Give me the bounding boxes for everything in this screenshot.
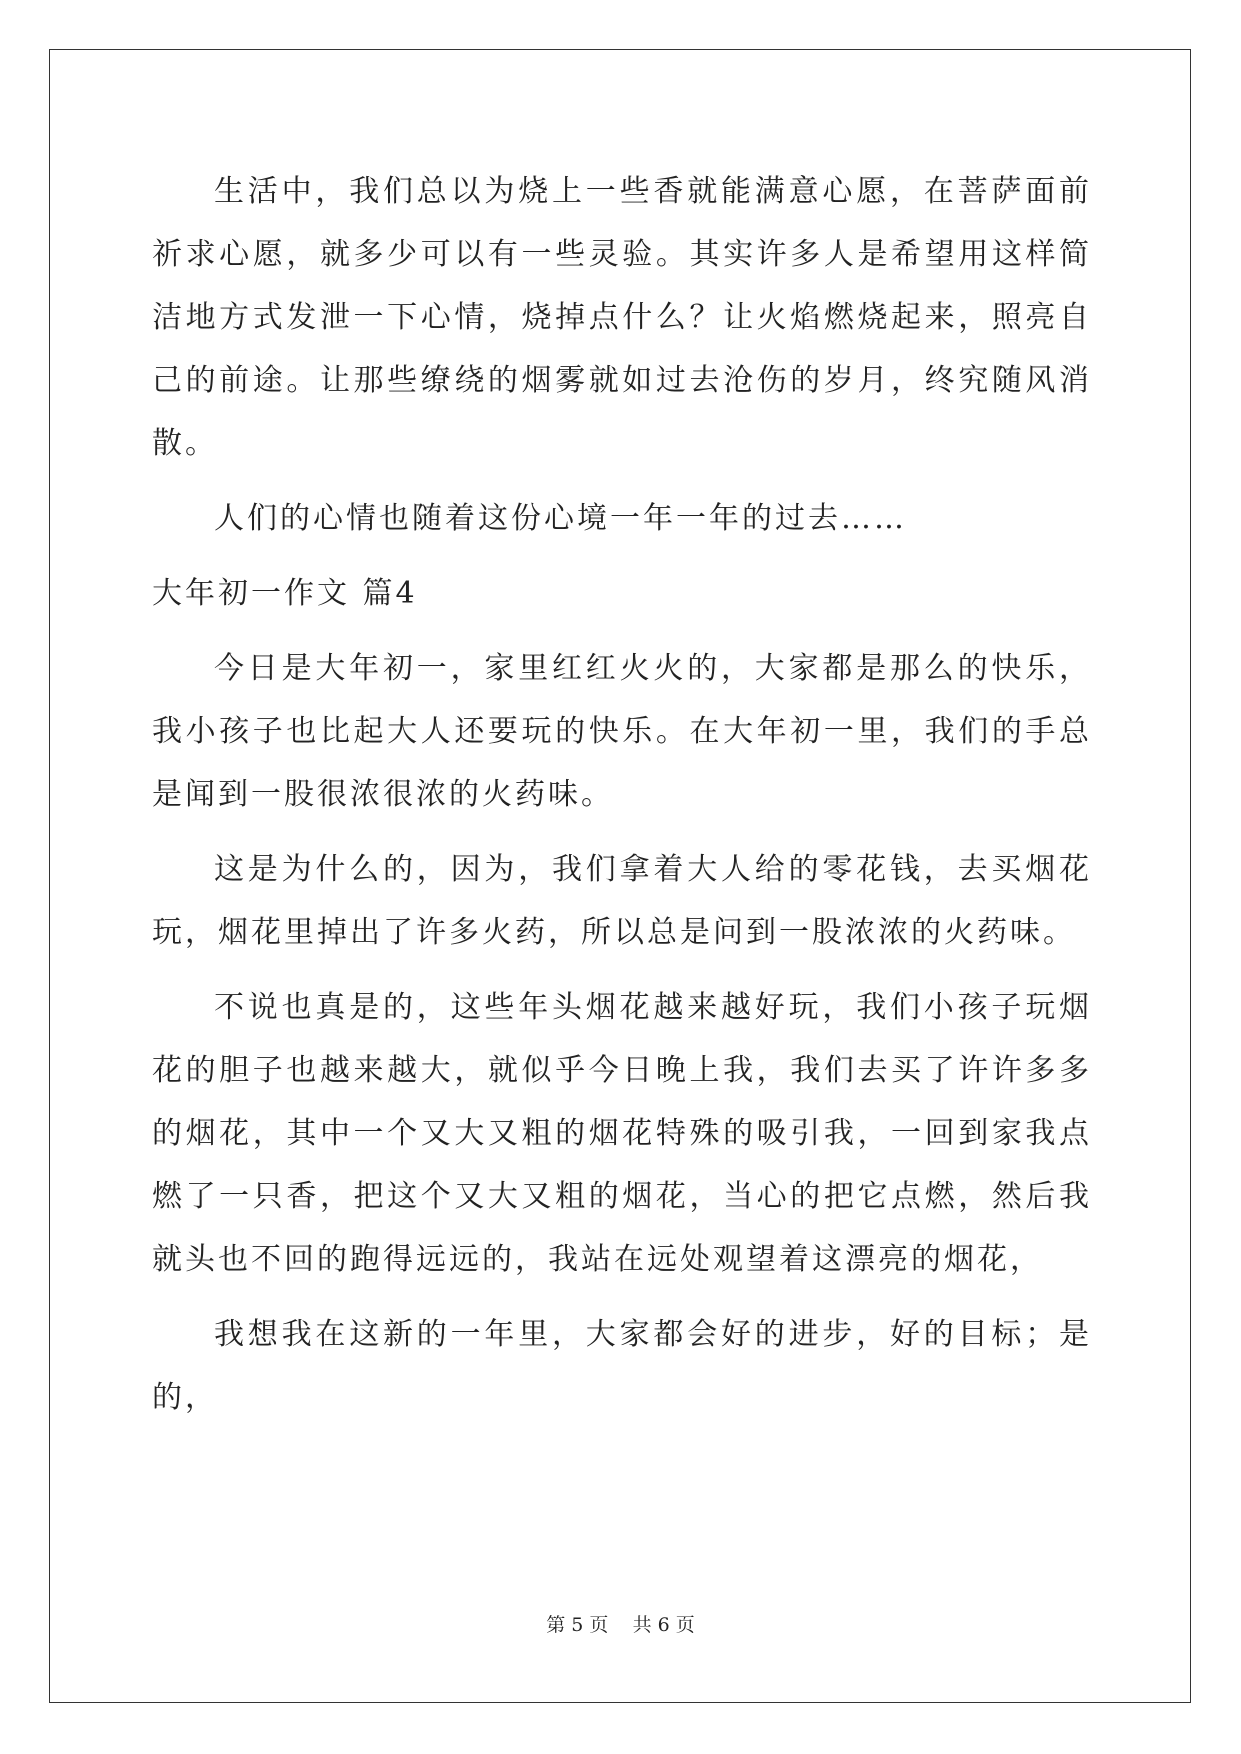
paragraph: 我想我在这新的一年里，大家都会好的进步，好的目标；是的， xyxy=(152,1317,1092,1415)
paragraph: 生活中，我们总以为烧上一些香就能满意心愿，在菩萨面前祈求心愿，就多少可以有一些灵验。其实许多人是希望用这样简洁地方式发泄一下心情，烧掉点什么？让火焰燃烧起来，照亮自己的前途。让那些缭绕的烟雾就如过去沧伤的岁月，终究随风消散。 xyxy=(152,174,1092,461)
page-number: 第 5 页 xyxy=(546,1614,609,1636)
page-total: 共 6 页 xyxy=(632,1614,695,1636)
paragraph: 不说也真是的，这些年头烟花越来越好玩，我们小孩子玩烟花的胆子也越来越大，就似乎今日晚上我，我们去买了许许多多的烟花，其中一个又大又粗的烟花特殊的吸引我，一回到家我点燃了一只香，把这个又大又粗的烟花，当心的把它点燃，然后我就头也不回的跑得远远的，我站在远处观望着这漂亮的烟花， xyxy=(152,990,1092,1277)
paragraph: 人们的心情也随着这份心境一年一年的过去…… xyxy=(214,501,907,536)
document-body xyxy=(152,160,1092,1441)
page-footer xyxy=(0,1610,1241,1637)
paragraph: 这是为什么的，因为，我们拿着大人给的零花钱，去买烟花玩，烟花里掉出了许多火药，所以总是问到一股浓浓的火药味。 xyxy=(152,852,1092,950)
section-heading: 大年初一作文 篇4 xyxy=(152,576,418,611)
paragraph: 今日是大年初一，家里红红火火的，大家都是那么的快乐，我小孩子也比起大人还要玩的快乐。在大年初一里，我们的手总是闻到一股很浓很浓的火药味。 xyxy=(152,651,1092,812)
